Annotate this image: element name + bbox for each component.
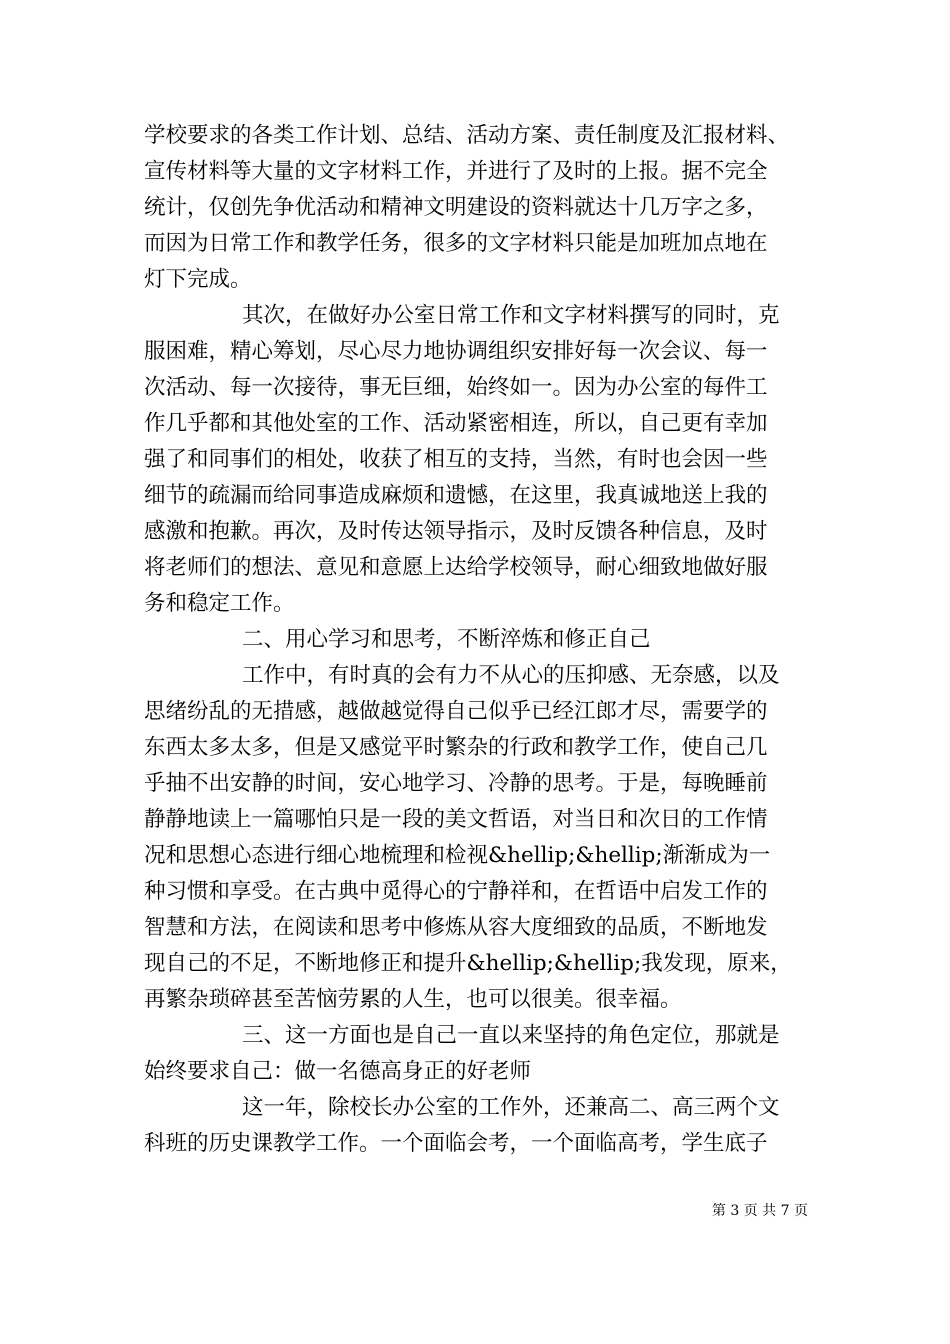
text-line: 服困难，精心筹划，尽心尽力地协调组织安排好每一次会议、每一	[144, 339, 768, 364]
text-line: 而因为日常工作和教学任务，很多的文字材料只能是加班加点地在	[144, 231, 768, 256]
text-line: 强了和同事们的相处，收获了相互的支持，当然，有时也会因一些	[144, 447, 768, 472]
section-heading: 始终要求自己：做一名德高身正的好老师	[144, 1059, 532, 1084]
text-line: 况和思想心态进行细心地梳理和检视&hellip;&hellip;渐渐成为一	[144, 843, 771, 868]
section-heading: 二、用心学习和思考，不断淬炼和修正自己	[242, 627, 651, 652]
text-line: 科班的历史课教学工作。一个面临会考，一个面临高考，学生底子	[144, 1131, 768, 1156]
text-line: 这一年，除校长办公室的工作外，还兼高二、高三两个文	[242, 1095, 780, 1120]
text-line: 思绪纷乱的无措感，越做越觉得自己似乎已经江郎才尽，需要学的	[144, 699, 768, 724]
text-line: 种习惯和享受。在古典中觅得心的宁静祥和，在哲语中启发工作的	[144, 879, 768, 904]
text-line: 细节的疏漏而给同事造成麻烦和遗憾，在这里，我真诚地送上我的	[144, 483, 768, 508]
text-line: 乎抽不出安静的时间，安心地学习、冷静的思考。于是，每晚睡前	[144, 771, 768, 796]
text-line: 再繁杂琐碎甚至苦恼劳累的人生，也可以很美。很幸福。	[144, 987, 682, 1012]
text-line: 其次，在做好办公室日常工作和文字材料撰写的同时，克	[242, 303, 780, 328]
text-line: 宣传材料等大量的文字材料工作，并进行了及时的上报。据不完全	[144, 159, 768, 184]
body-text	[144, 118, 808, 1162]
text-line: 现自己的不足，不断地修正和提升&hellip;&hellip;我发现，原来，	[144, 951, 792, 976]
text-line: 将老师们的想法、意见和意愿上达给学校领导，耐心细致地做好服	[144, 555, 768, 580]
text-line: 工作中，有时真的会有力不从心的压抑感、无奈感，以及	[242, 663, 780, 688]
page-number: 第 3 页 共 7 页	[711, 1203, 808, 1219]
text-line: 静静地读上一篇哪怕只是一段的美文哲语，对当日和次日的工作情	[144, 807, 768, 832]
text-line: 灯下完成。	[144, 267, 252, 292]
section-heading: 三、这一方面也是自己一直以来坚持的角色定位，那就是	[242, 1023, 780, 1048]
text-line: 学校要求的各类工作计划、总结、活动方案、责任制度及汇报材料、	[144, 123, 790, 148]
text-line: 智慧和方法，在阅读和思考中修炼从容大度细致的品质，不断地发	[144, 915, 768, 940]
text-line: 统计，仅创先争优活动和精神文明建设的资料就达十几万字之多，	[144, 195, 768, 220]
text-line: 东西太多太多，但是又感觉平时繁杂的行政和教学工作，使自己几	[144, 735, 768, 760]
text-line: 务和稳定工作。	[144, 591, 295, 616]
text-line: 次活动、每一次接待，事无巨细，始终如一。因为办公室的每件工	[144, 375, 768, 400]
text-line: 作几乎都和其他处室的工作、活动紧密相连，所以，自己更有幸加	[144, 411, 768, 436]
text-line: 感激和抱歉。再次，及时传达领导指示，及时反馈各种信息，及时	[144, 519, 768, 544]
